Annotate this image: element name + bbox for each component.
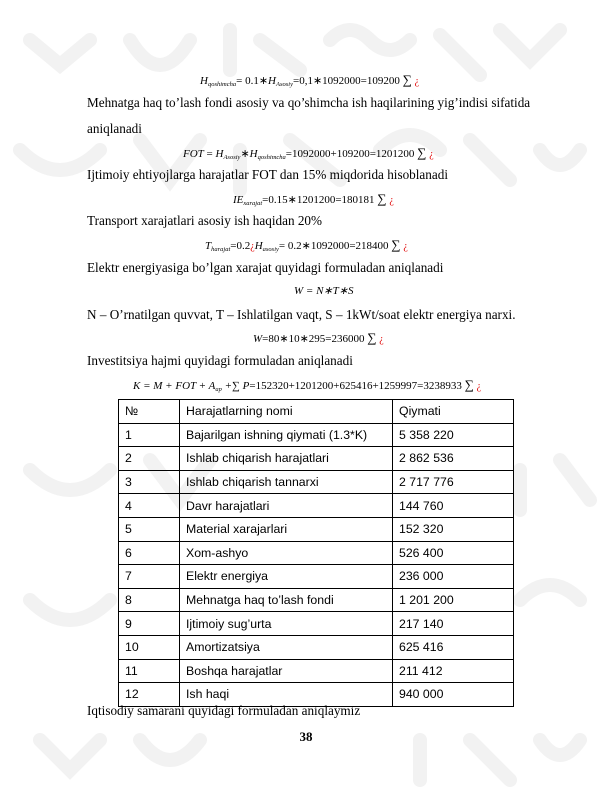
formula-var: IE	[233, 194, 244, 206]
cell-name: Bajarilgan ishning qiymati (1.3*K)	[180, 423, 393, 447]
formula-sub: qoshimcha	[207, 81, 237, 88]
table-row	[119, 423, 514, 447]
paragraph: Investitsiya hajmi quyidagi formuladan aniqlanadi	[87, 353, 353, 368]
table-row	[119, 565, 514, 589]
cell-value: 940 000	[393, 683, 514, 707]
cell-name: Ishlab chiqarish harajatlari	[180, 447, 393, 471]
cell-number: 1	[119, 423, 180, 447]
cell-name: Davr harajatlari	[180, 494, 393, 518]
formula-sub: qoshimcha	[257, 154, 286, 161]
table-row	[119, 517, 514, 541]
cell-name: Boshqa harajatlar	[180, 659, 393, 683]
formula-var: H	[249, 148, 258, 160]
cell-name: Xom-ashyo	[180, 541, 393, 565]
formula-investment	[133, 377, 481, 393]
formula-var: K = M + FOT + A	[133, 380, 216, 392]
sum-symbol: ∑	[464, 377, 474, 392]
formula-text: =0,1∗1092000=109200	[292, 75, 400, 87]
formula-var: W	[253, 333, 263, 345]
unknown-symbol: ¿	[429, 149, 434, 160]
formula-text: =152320+1201200+625416+1259997=3238933	[249, 380, 462, 392]
formula-transport	[205, 237, 408, 253]
paragraph: N – O’rnatilgan quvvat, T – Ishlatilgan vaqt, S – 1kWt/soat elektr energiya narxi.	[87, 307, 516, 322]
header-name: Harajatlarning nomi	[180, 400, 393, 424]
cell-value: 526 400	[393, 541, 514, 565]
cell-number: 6	[119, 541, 180, 565]
formula-var: H	[200, 75, 208, 87]
cell-value: 2 717 776	[393, 470, 514, 494]
formula-text: = 0.1∗	[236, 75, 269, 87]
formula-qoshimcha	[200, 72, 419, 88]
formula-fot	[183, 145, 434, 161]
cell-number: 11	[119, 659, 180, 683]
cell-value: 5 358 220	[393, 423, 514, 447]
unknown-symbol: ¿	[250, 241, 255, 252]
table-row	[119, 635, 514, 659]
cell-name: Mehnatga haq to’lash fondi	[180, 588, 393, 612]
formula-text: =0.15∗1201200=180181	[262, 194, 375, 206]
formula-text: =80∗10∗295=236000	[262, 333, 365, 345]
unknown-symbol: ¿	[379, 334, 384, 345]
sum-symbol: ∑	[391, 237, 401, 252]
cell-value: 2 862 536	[393, 447, 514, 471]
cell-number: 4	[119, 494, 180, 518]
table-row	[119, 612, 514, 636]
formula-text: = 0.2∗1092000=218400	[278, 240, 389, 252]
formula-sub: Asosiy	[276, 81, 293, 88]
sum-symbol: ∑	[377, 191, 387, 206]
table-row	[119, 588, 514, 612]
cell-value: 625 416	[393, 635, 514, 659]
cell-value: 1 201 200	[393, 588, 514, 612]
formula-text: ∗	[240, 148, 250, 160]
formula-var: H	[268, 75, 276, 87]
cell-name: Material xarajarlari	[180, 517, 393, 541]
cell-number: 8	[119, 588, 180, 612]
unknown-symbol: ¿	[403, 241, 408, 252]
sum-symbol: ∑	[402, 72, 412, 87]
formula-text: W = N∗T∗S	[294, 285, 354, 297]
unknown-symbol: ¿	[476, 381, 482, 392]
sum-symbol: ∑	[417, 145, 427, 160]
cell-name: Ijtimoiy sug’urta	[180, 612, 393, 636]
formula-w-value	[253, 330, 384, 346]
cell-value: 152 320	[393, 517, 514, 541]
cell-number: 7	[119, 565, 180, 589]
header-number: №	[119, 400, 180, 424]
cell-number: 12	[119, 683, 180, 707]
formula-sub: Asosiy	[223, 154, 241, 161]
expense-table	[118, 399, 514, 707]
cell-number: 3	[119, 470, 180, 494]
table-row	[119, 494, 514, 518]
table-row	[119, 447, 514, 471]
page-number: 38	[299, 729, 313, 744]
cell-name: Ishlab chiqarish tannarxi	[180, 470, 393, 494]
unknown-symbol: ¿	[414, 76, 420, 87]
cell-value: 217 140	[393, 612, 514, 636]
formula-text: =	[203, 148, 216, 160]
paragraph: Iqtisodiy samarani quyidagi formuladan aniqlaymiz	[87, 703, 361, 718]
cell-value: 236 000	[393, 565, 514, 589]
formula-var: H	[215, 148, 224, 160]
paragraph: Mehnatga haq to’lash fondi asosiy va qo’shimcha ish haqilarining yig’indisi sifatida	[87, 95, 531, 110]
paragraph: Transport xarajatlari asosiy ish haqidan 20%	[87, 213, 323, 228]
sum-symbol: ∑	[367, 330, 377, 345]
formula-sub: harajat	[211, 246, 231, 253]
cell-name: Ish haqi	[180, 683, 393, 707]
formula-var: H	[254, 240, 263, 252]
cell-value: 144 760	[393, 494, 514, 518]
cell-name: Amortizatsiya	[180, 635, 393, 659]
cell-number: 9	[119, 612, 180, 636]
formula-text: =0.2	[230, 240, 251, 252]
paragraph: Elektr energiyasiga bo’lgan xarajat quyidagi formuladan aniqlanadi	[87, 260, 444, 275]
cell-value: 211 412	[393, 659, 514, 683]
cell-number: 10	[119, 635, 180, 659]
header-value: Qiymati	[393, 400, 514, 424]
formula-ie	[233, 191, 394, 207]
table-row	[119, 470, 514, 494]
formula-text: +∑ P	[221, 380, 250, 392]
formula-text: =1092000+109200=1201200	[285, 148, 415, 160]
table-row	[119, 659, 514, 683]
cell-number: 2	[119, 447, 180, 471]
formula-var: T	[205, 240, 212, 252]
cell-number: 5	[119, 517, 180, 541]
paragraph: aniqlanadi	[87, 121, 142, 136]
formula-sub: asosiy	[262, 246, 279, 253]
unknown-symbol: ¿	[389, 195, 394, 206]
formula-sub: xarajat	[243, 200, 263, 207]
table-row	[119, 541, 514, 565]
paragraph: Ijtimoiy ehtiyojlarga harajatlar FOT dan 15% miqdorida hisoblanadi	[87, 167, 448, 182]
formula-var: FOT	[183, 148, 204, 160]
cell-name: Elektr energiya	[180, 565, 393, 589]
table-header-row	[119, 400, 514, 424]
formula-w-definition	[294, 284, 353, 297]
formula-sub: ap	[215, 386, 222, 393]
